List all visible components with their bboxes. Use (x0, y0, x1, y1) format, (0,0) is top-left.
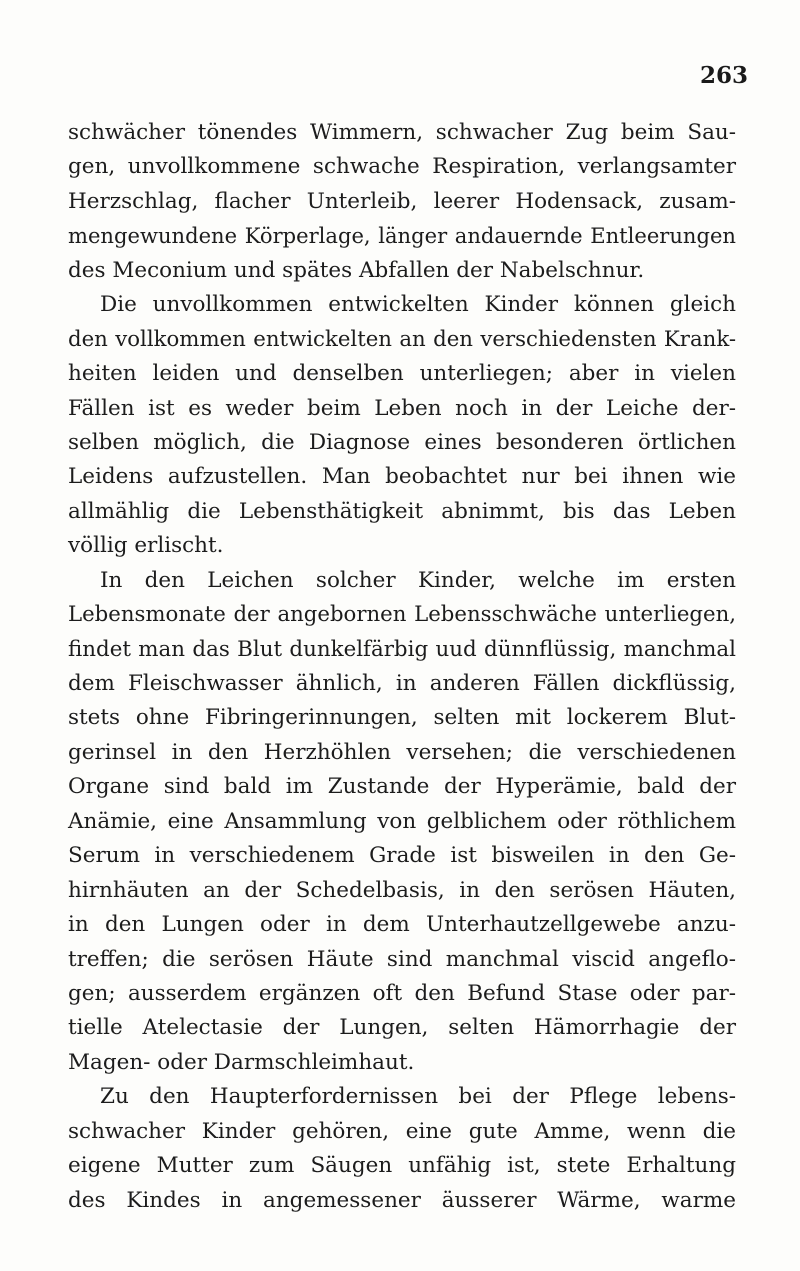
text-line: Die unvollkommen entwickelten Kinder können gleich (100, 292, 736, 318)
text-line: Organe sind bald im Zustande der Hyperämie, bald der (68, 774, 736, 800)
text-line: gen; ausserdem ergänzen oft den Befund Stase oder par- (68, 980, 736, 1006)
text-line: eigene Mutter zum Säugen unfähig ist, stete Erhaltung (68, 1153, 736, 1179)
text-line: in den Lungen oder in dem Unterhautzellgewebe anzu- (68, 912, 736, 938)
text-line: Lebensmonate der angebornen Lebensschwäche unterliegen, (68, 602, 736, 628)
text-line: Magen- oder Darmschleimhaut. (68, 1049, 415, 1075)
text-line: mengewundene Körperlage, länger andauernde Entleerungen (68, 223, 736, 249)
text-line: findet man das Blut dunkelfärbig uud dünnflüssig, manchmal (68, 636, 736, 662)
text-line: schwächer tönendes Wimmern, schwacher Zug beim Sau- (68, 120, 736, 145)
text-line: den vollkommen entwickelten an den verschiedensten Krank- (68, 326, 736, 352)
text-line: Fällen ist es weder beim Leben noch in der Leiche der- (68, 395, 736, 421)
body-text (68, 116, 736, 1218)
text-line: völlig erlischt. (68, 533, 224, 559)
text-line: heiten leiden und denselben unterliegen; aber in vielen (68, 361, 736, 387)
text-line: Serum in verschiedenem Grade ist bisweilen in den Ge- (68, 843, 736, 869)
text-line: tielle Atelectasie der Lungen, selten Hämorrhagie der (68, 1015, 736, 1041)
text-line: stets ohne Fibringerinnungen, selten mit lockerem Blut- (68, 705, 736, 731)
text-line: allmählig die Lebensthätigkeit abnimmt, bis das Leben (68, 498, 736, 524)
text-line: Anämie, eine Ansammlung von gelblichem oder röthlichem (68, 808, 736, 834)
text-line: Herzschlag, flacher Unterleib, leerer Hodensack, zusam- (68, 188, 736, 214)
text-line: hirnhäuten an der Schedelbasis, in den serösen Häuten, (68, 877, 736, 903)
text-line: treffen; die serösen Häute sind manchmal viscid angeflo- (68, 946, 736, 972)
text-line: gerinsel in den Herzhöhlen versehen; die verschiedenen (68, 739, 736, 765)
text-line: dem Fleischwasser ähnlich, in anderen Fällen dickflüssig, (68, 671, 736, 696)
text-line: gen, unvollkommene schwache Respiration, verlangsamter (68, 154, 736, 180)
text-line: des Meconium und spätes Abfallen der Nabelschnur. (68, 257, 645, 283)
text-line: In den Leichen solcher Kinder, welche im ersten (100, 567, 736, 593)
text-line: selben möglich, die Diagnose eines besonderen örtlichen (68, 429, 736, 455)
text-line: Zu den Haupterfordernissen bei der Pflege lebens- (100, 1084, 736, 1110)
text-line: Leidens aufzustellen. Man beobachtet nur bei ihnen wie (68, 464, 736, 490)
text-line: des Kindes in angemessener äusserer Wärme, warme (68, 1187, 736, 1213)
text-line: schwacher Kinder gehören, eine gute Amme, wenn die (68, 1118, 736, 1144)
page-number: 263 (699, 62, 748, 89)
